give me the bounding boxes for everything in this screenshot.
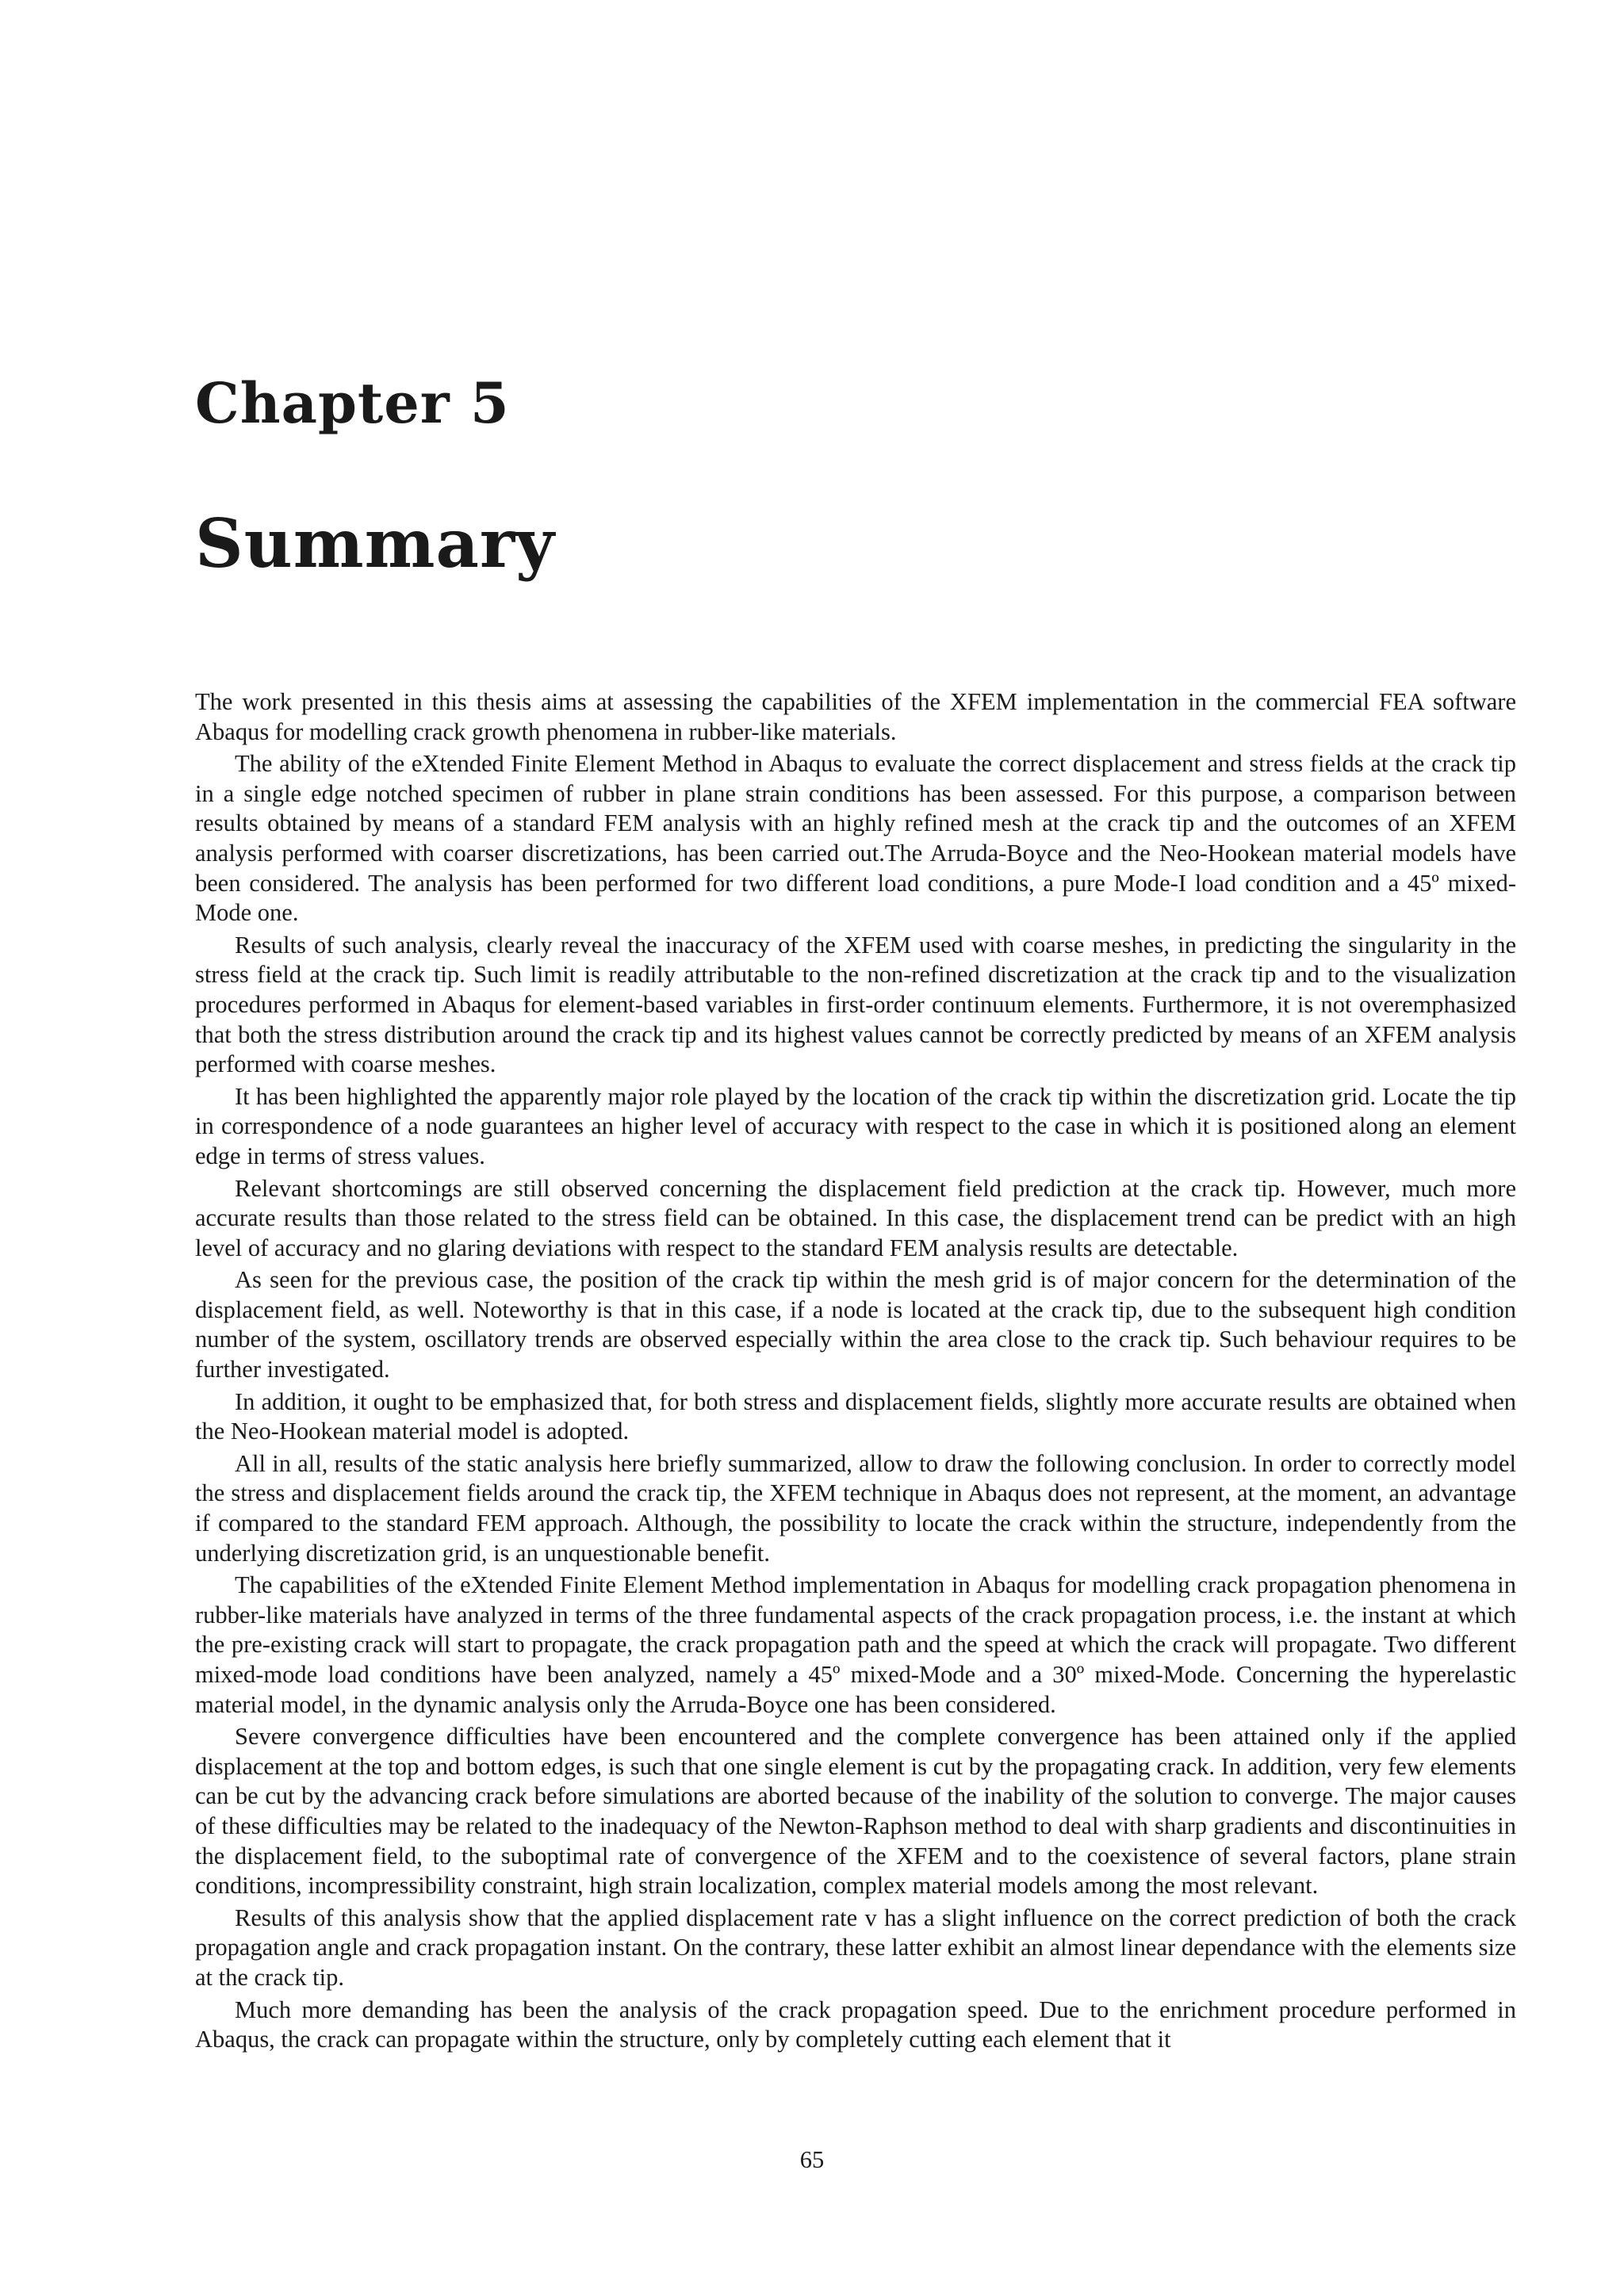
chapter-label: Chapter 5 [195,370,510,436]
paragraph: Relevant shortcomings are still observed concerning the displacement field prediction at the crack tip. However, much more accurate results than those related to the stress field can be obtained. In this case, the displacement trend can be predict with an high level of accuracy and no glaring deviations with respect to the standard FEM analysis results are detectable. [195,1174,1516,1261]
paragraph: It has been highlighted the apparently major role played by the location of the crack tip within the discretization grid. Locate the tip in correspondence of a node guarantees an higher level of accuracy with respect to the case in which it is positioned along an element edge in terms of stress values. [195,1082,1516,1169]
paragraph: Severe convergence difficulties have been encountered and the complete convergence has been attained only if the applied displacement at the top and bottom edges, is such that one single element is cut by the propagating crack. In addition, very few elements can be cut by the advancing crack before simulations are aborted because of the inability of the solution to converge. The major causes of these difficulties may be related to the inadequacy of the Newton-Raphson method to deal with sharp gradients and discontinuities in the displacement field, to the suboptimal rate of convergence of the XFEM and to the coexistence of several factors, plane strain conditions, incompressibility constraint, high strain localization, complex material models among the most relevant. [195,1723,1516,1900]
body-text [195,687,1516,2057]
paragraph: Much more demanding has been the analysis of the crack propagation speed. Due to the enrichment procedure performed in Abaqus, the crack can propagate within the structure, only by completely cutting each element that it [195,1996,1516,2053]
paragraph: Results of this analysis show that the applied displacement rate v has a slight influence on the correct prediction of both the crack propagation angle and crack propagation instant. On the contrary, these latter exhibit an almost linear dependance with the elements size at the crack tip. [195,1904,1516,1991]
paragraph: As seen for the previous case, the position of the crack tip within the mesh grid is of major concern for the determination of the displacement field, as well. Noteworthy is that in this case, if a node is located at the crack tip, due to the subsequent high condition number of the system, oscillatory trends are observed especially within the area close to the crack tip. Such behaviour requires to be further investigated. [195,1266,1516,1383]
paragraph: The capabilities of the eXtended Finite Element Method implementation in Abaqus for modelling crack propagation phenomena in rubber-like materials have analyzed in terms of the three fundamental aspects of the crack propagation process, i.e. the instant at which the pre-existing crack will start to propagate, the crack propagation path and the speed at which the crack will propagate. Two different mixed-mode load conditions have been analyzed, namely a 45º mixed-Mode and a 30º mixed-Mode. Concerning the hyperelastic material model, in the dynamic analysis only the Arruda-Boyce one has been considered. [195,1571,1516,1718]
paragraph: The work presented in this thesis aims at assessing the capabilities of the XFEM implementation in the commercial FEA software Abaqus for modelling crack growth phenomena in rubber-like materials. [195,688,1516,745]
page-number: 65 [799,2146,825,2173]
paragraph: All in all, results of the static analysis here briefly summarized, allow to draw the following conclusion. In order to correctly model the stress and displacement fields around the crack tip, the XFEM technique in Abaqus does not represent, at the moment, an advantage if compared to the standard FEM approach. Although, the possibility to locate the crack within the structure, independently from the underlying discretization grid, is an unquestionable benefit. [195,1449,1516,1567]
paragraph: The ability of the eXtended Finite Element Method in Abaqus to evaluate the correct displacement and stress fields at the crack tip in a single edge notched specimen of rubber in plane strain conditions has been assessed. For this purpose, a comparison between results obtained by means of a standard FEM analysis with an highly refined mesh at the crack tip and the outcomes of an XFEM analysis performed with coarser discretizations, has been carried out.The Arruda-Boyce and the Neo-Hookean material models have been considered. The analysis has been performed for two different load conditions, a pure Mode-I load condition and a 45º mixed-Mode one. [195,750,1516,927]
paragraph: Results of such analysis, clearly reveal the inaccuracy of the XFEM used with coarse meshes, in predicting the singularity in the stress field at the crack tip. Such limit is readily attributable to the non-refined discretization at the crack tip and to the visualization procedures performed in Abaqus for element-based variables in first-order continuum elements. Furthermore, it is not overemphasized that both the stress distribution around the crack tip and its highest values cannot be correctly predicted by means of an XFEM analysis performed with coarse meshes. [195,931,1516,1078]
chapter-title: Summary [195,504,555,583]
paragraph: In addition, it ought to be emphasized that, for both stress and displacement fields, slightly more accurate results are obtained when the Neo-Hookean material model is adopted. [195,1387,1516,1445]
